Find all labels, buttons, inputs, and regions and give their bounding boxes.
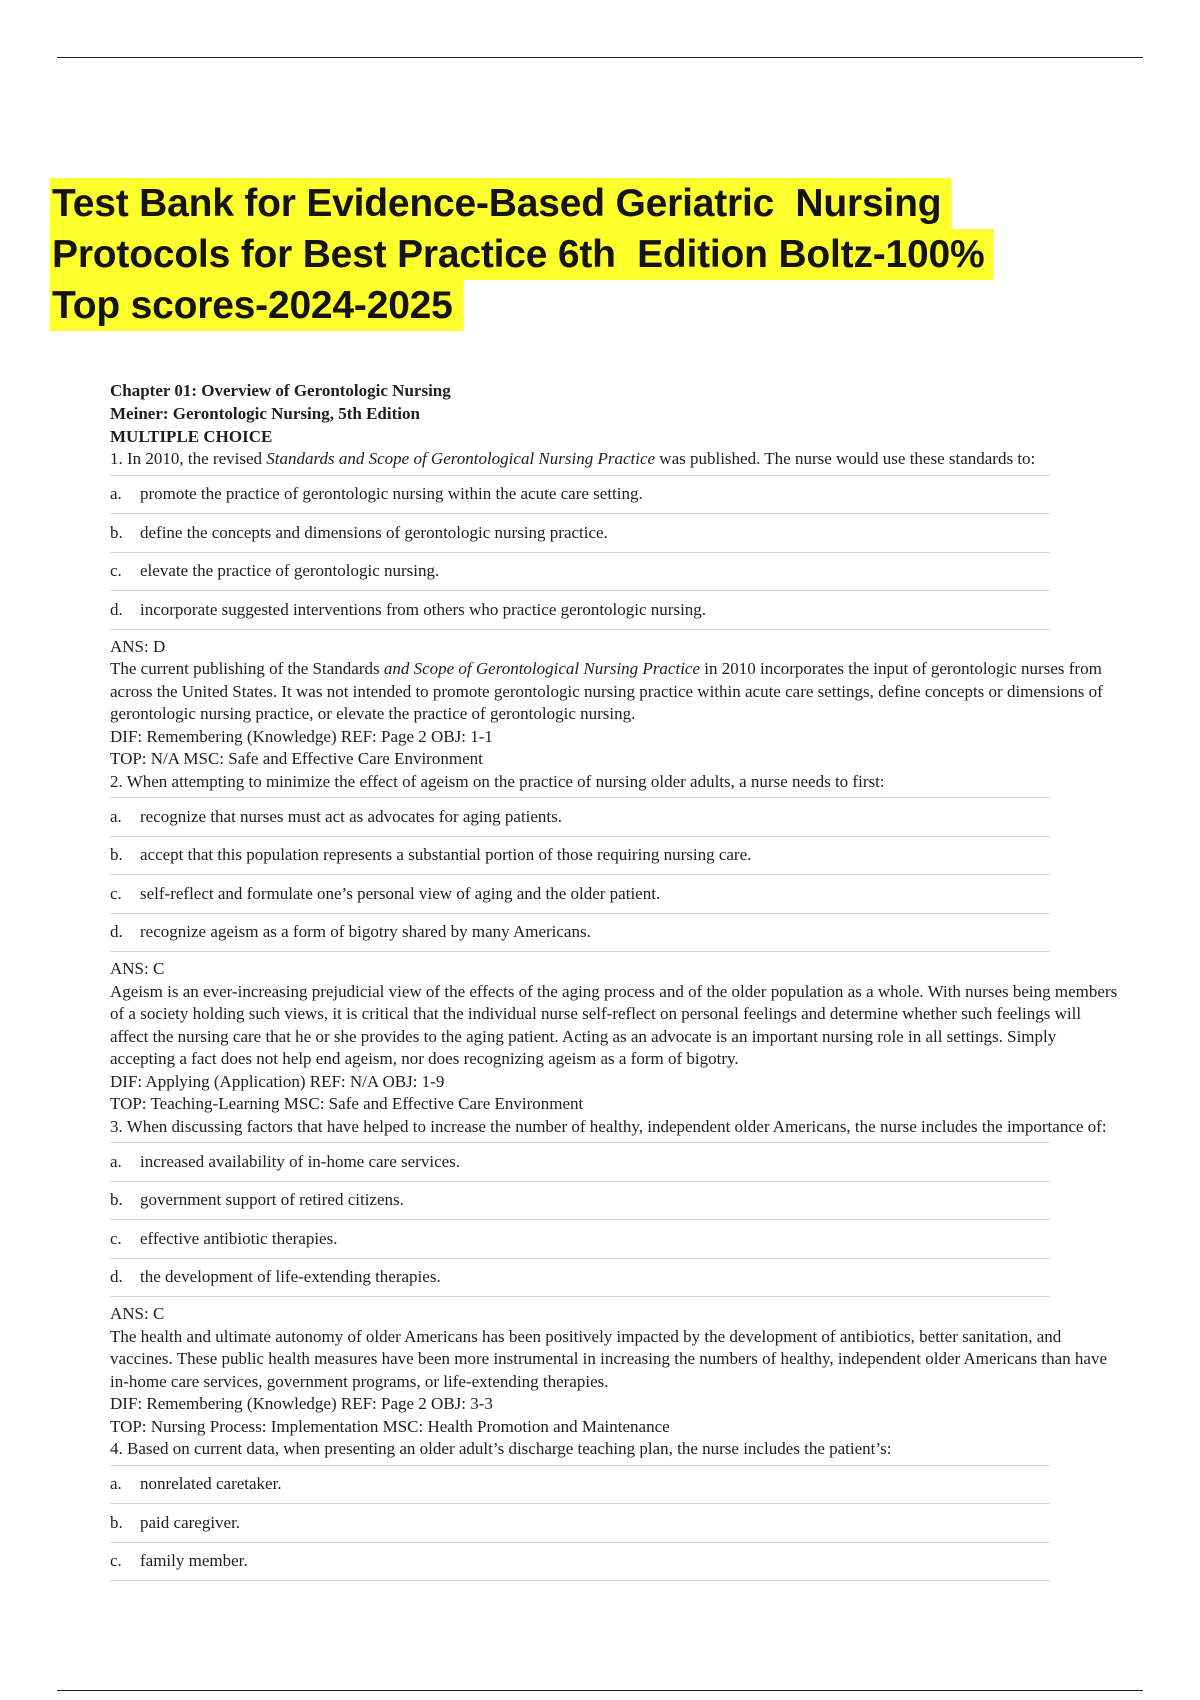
title-line-2: Protocols for Best Practice 6th Edition Boltz-100% <box>50 229 994 280</box>
option-letter: a. <box>110 484 122 503</box>
option-text: effective antibiotic therapies. <box>140 1228 338 1248</box>
option-c <box>110 1543 1050 1582</box>
option-c <box>110 553 1050 592</box>
book-heading: Meiner: Gerontologic Nursing, 5th Edition <box>110 404 420 423</box>
option-letter: c. <box>110 1228 122 1248</box>
answer-options <box>110 1142 1050 1297</box>
option-a <box>110 798 1050 837</box>
option-letter: d. <box>110 599 123 619</box>
option-letter: a. <box>110 1474 122 1493</box>
topic-msc: TOP: Teaching-Learning MSC: Safe and Effective Care Environment <box>110 1094 584 1113</box>
option-letter: c. <box>110 883 122 903</box>
rationale: Ageism is an ever-increasing prejudicial view of the effects of the aging process and of the older population as a whole. With nurses being members of a society holding such views, it is critical that the individual nurse self-reflect on personal feelings and determine whether such feelings will affect the nursing care that he or she provides to the aging patient. Acting as an advocate is an important nursing role in all settings. Simply accepting a fact does not help end ageism, nor does recognizing ageism as a form of bigotry. <box>110 981 1118 1068</box>
question-3 <box>110 1116 1120 1439</box>
title-line-3: Top scores-2024-2025 <box>50 280 463 331</box>
option-text: elevate the practice of gerontologic nursing. <box>140 561 440 580</box>
option-text: government support of retired citizens. <box>140 1190 404 1209</box>
question-stem: 2. When attempting to minimize the effect of ageism on the practice of nursing older adults, a nurse needs to first: <box>110 771 885 791</box>
rationale-text-end: in 2010 incorporates the input of gerontologic nurses from across the United States. It was not intended to promote gerontologic nursing practice within acute care settings, define concepts or dimensions of gerontologic nursing practice, or elevate the practice of gerontologic nursing. <box>110 659 1103 723</box>
option-text: recognize ageism as a form of bigotry shared by many Americans. <box>140 922 591 941</box>
title-line-1: Test Bank for Evidence-Based Geriatric Nursing <box>50 178 951 229</box>
answer-options <box>110 1465 1050 1582</box>
question-stem <box>110 448 1120 471</box>
option-b <box>110 514 1050 553</box>
stem-italic-title: Standards and Scope of Gerontological Nursing Practice <box>266 449 656 468</box>
option-text: incorporate suggested interventions from others who practice gerontologic nursing. <box>140 599 707 619</box>
option-text: increased availability of in-home care services. <box>140 1151 461 1171</box>
chapter-heading: Chapter 01: Overview of Gerontologic Nursing <box>110 381 451 400</box>
stem-text-end: was published. The nurse would use these standards to: <box>655 449 1036 468</box>
option-a <box>110 1143 1050 1182</box>
option-text: promote the practice of gerontologic nursing within the acute care setting. <box>140 484 643 503</box>
difficulty-ref: DIF: Remembering (Knowledge) REF: Page 2 OBJ: 1-1 <box>110 726 493 746</box>
bottom-rule <box>57 1690 1143 1691</box>
option-d <box>110 914 1050 953</box>
question-stem: 4. Based on current data, when presenting an older adult’s discharge teaching plan, the nurse includes the patient’s: <box>110 1439 892 1458</box>
question-2 <box>110 771 1120 1116</box>
top-rule <box>57 57 1143 58</box>
option-a <box>110 476 1050 515</box>
option-b <box>110 837 1050 876</box>
option-c <box>110 875 1050 914</box>
option-text: self-reflect and formulate one’s personal view of aging and the older patient. <box>140 883 661 903</box>
question-stem: 3. When discussing factors that have helped to increase the number of healthy, independent older Americans, the nurse includes the importance of: <box>110 1116 1107 1136</box>
option-letter: a. <box>110 806 122 826</box>
option-letter: d. <box>110 922 123 941</box>
answer-options <box>110 475 1050 630</box>
option-text: define the concepts and dimensions of gerontologic nursing practice. <box>140 522 608 542</box>
option-letter: c. <box>110 1551 122 1570</box>
option-letter: a. <box>110 1151 122 1171</box>
option-letter: b. <box>110 845 123 864</box>
question-1 <box>110 448 1120 771</box>
answer-options <box>110 797 1050 952</box>
option-text: nonrelated caretaker. <box>140 1474 282 1493</box>
document-body <box>110 379 1120 1587</box>
topic-msc: TOP: N/A MSC: Safe and Effective Care Environment <box>110 749 483 768</box>
option-letter: b. <box>110 1512 123 1532</box>
difficulty-ref: DIF: Applying (Application) REF: N/A OBJ: 1-9 <box>110 1071 445 1091</box>
answer-key: ANS: C <box>110 959 165 978</box>
option-text: paid caregiver. <box>140 1512 241 1532</box>
question-4 <box>110 1438 1120 1581</box>
option-a <box>110 1466 1050 1505</box>
rationale-text: The current publishing of the Standards <box>110 659 384 678</box>
option-d <box>110 591 1050 630</box>
option-letter: d. <box>110 1267 123 1286</box>
answer-key: ANS: D <box>110 636 166 656</box>
topic-msc: TOP: Nursing Process: Implementation MSC: Health Promotion and Maintenance <box>110 1416 670 1436</box>
rationale-italic-title: and Scope of Gerontological Nursing Practice <box>383 659 701 678</box>
option-letter: b. <box>110 522 123 542</box>
rationale <box>110 658 1120 726</box>
option-text: recognize that nurses must act as advocates for aging patients. <box>140 806 563 826</box>
option-d <box>110 1259 1050 1298</box>
option-c <box>110 1220 1050 1259</box>
option-letter: c. <box>110 561 122 580</box>
difficulty-ref: DIF: Remembering (Knowledge) REF: Page 2 OBJ: 3-3 <box>110 1394 493 1413</box>
option-b <box>110 1182 1050 1221</box>
option-text: family member. <box>140 1551 248 1570</box>
rationale: The health and ultimate autonomy of older Americans has been positively impacted by the development of antibiotics, better sanitation, and vaccines. These public health measures have been more instrumental in increasing the numbers of healthy, independent older Americans than have in-home care services, government programs, or life-extending therapies. <box>110 1326 1107 1391</box>
stem-text: 1. In 2010, the revised <box>110 449 267 468</box>
option-letter: b. <box>110 1190 123 1209</box>
option-b <box>110 1504 1050 1543</box>
section-heading: MULTIPLE CHOICE <box>110 427 273 446</box>
answer-key: ANS: C <box>110 1304 165 1323</box>
document-title <box>50 178 1170 331</box>
option-text: accept that this population represents a substantial portion of those requiring nursing care. <box>140 845 752 864</box>
option-text: the development of life-extending therapies. <box>140 1267 441 1286</box>
